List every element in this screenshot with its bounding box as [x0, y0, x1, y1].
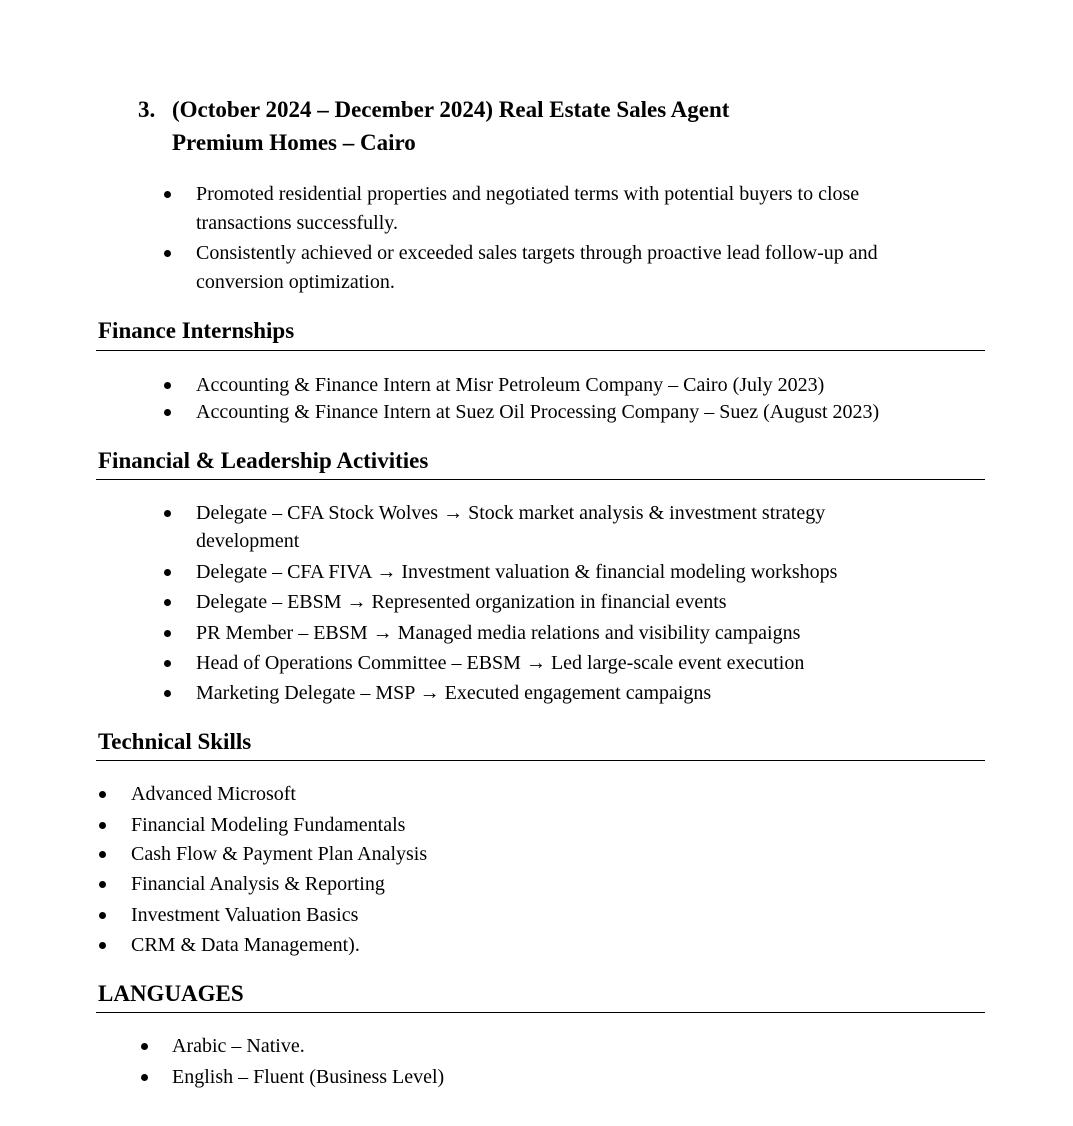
section-title-finance-internships: Finance Internships: [98, 318, 295, 343]
job-company: Premium Homes – Cairo: [172, 130, 416, 155]
bullet-icon: [141, 1074, 148, 1081]
bullet-icon: [99, 881, 106, 888]
bullet-icon: [99, 912, 106, 919]
skill-item-2: Financial Modeling Fundamentals: [131, 814, 406, 836]
bullet-icon: [164, 599, 171, 606]
job-number: 3.: [138, 97, 156, 122]
skill-item-4: Financial Analysis & Reporting: [131, 873, 385, 895]
language-item-2: English – Fluent (Business Level): [172, 1066, 445, 1088]
bullet-icon: [99, 942, 106, 949]
bullet-icon: [164, 690, 171, 697]
bullet-icon: [99, 851, 106, 858]
bullet-icon: [164, 250, 171, 257]
activity-item-1-line2: development: [196, 530, 300, 552]
section-divider: [96, 350, 985, 351]
activity-item-1-line1: Delegate – CFA Stock Wolves → Stock market analysis & investment strategy: [196, 502, 826, 524]
job-bullet-2-line1: Consistently achieved or exceeded sales targets through proactive lead follow-up and: [196, 242, 878, 264]
activity-item-2: Delegate – CFA FIVA → Investment valuation & financial modeling workshops: [196, 561, 838, 583]
language-item-1: Arabic – Native.: [172, 1035, 305, 1057]
job-bullet-1-line1: Promoted residential properties and negotiated terms with potential buyers to close: [196, 183, 860, 205]
section-title-technical-skills: Technical Skills: [98, 729, 252, 754]
internship-item-2: Accounting & Finance Intern at Suez Oil Processing Company – Suez (August 2023): [196, 401, 880, 423]
skill-item-6: CRM & Data Management).: [131, 934, 360, 956]
activity-item-4: PR Member – EBSM → Managed media relations and visibility campaigns: [196, 622, 801, 644]
bullet-icon: [164, 660, 171, 667]
bullet-icon: [164, 409, 171, 416]
job-title: (October 2024 – December 2024) Real Estate Sales Agent: [172, 97, 730, 122]
section-title-languages: LANGUAGES: [98, 981, 244, 1006]
activity-item-3: Delegate – EBSM → Represented organization in financial events: [196, 591, 727, 613]
activity-item-5: Head of Operations Committee – EBSM → Led large-scale event execution: [196, 652, 805, 674]
bullet-icon: [164, 510, 171, 517]
skill-item-3: Cash Flow & Payment Plan Analysis: [131, 843, 428, 865]
section-title-activities: Financial & Leadership Activities: [98, 448, 429, 473]
bullet-icon: [164, 630, 171, 637]
skill-item-5: Investment Valuation Basics: [131, 904, 359, 926]
activity-item-6: Marketing Delegate – MSP → Executed engagement campaigns: [196, 682, 712, 704]
job-bullet-1-line2: transactions successfully.: [196, 212, 398, 234]
skill-item-1: Advanced Microsoft: [131, 783, 296, 805]
section-divider: [96, 760, 985, 761]
bullet-icon: [99, 791, 106, 798]
section-divider: [96, 1012, 985, 1013]
bullet-icon: [164, 191, 171, 198]
job-bullet-2-line2: conversion optimization.: [196, 271, 395, 293]
bullet-icon: [164, 569, 171, 576]
internship-item-1: Accounting & Finance Intern at Misr Petroleum Company – Cairo (July 2023): [196, 374, 825, 396]
section-divider: [96, 479, 985, 480]
bullet-icon: [164, 382, 171, 389]
bullet-icon: [141, 1043, 148, 1050]
bullet-icon: [99, 822, 106, 829]
